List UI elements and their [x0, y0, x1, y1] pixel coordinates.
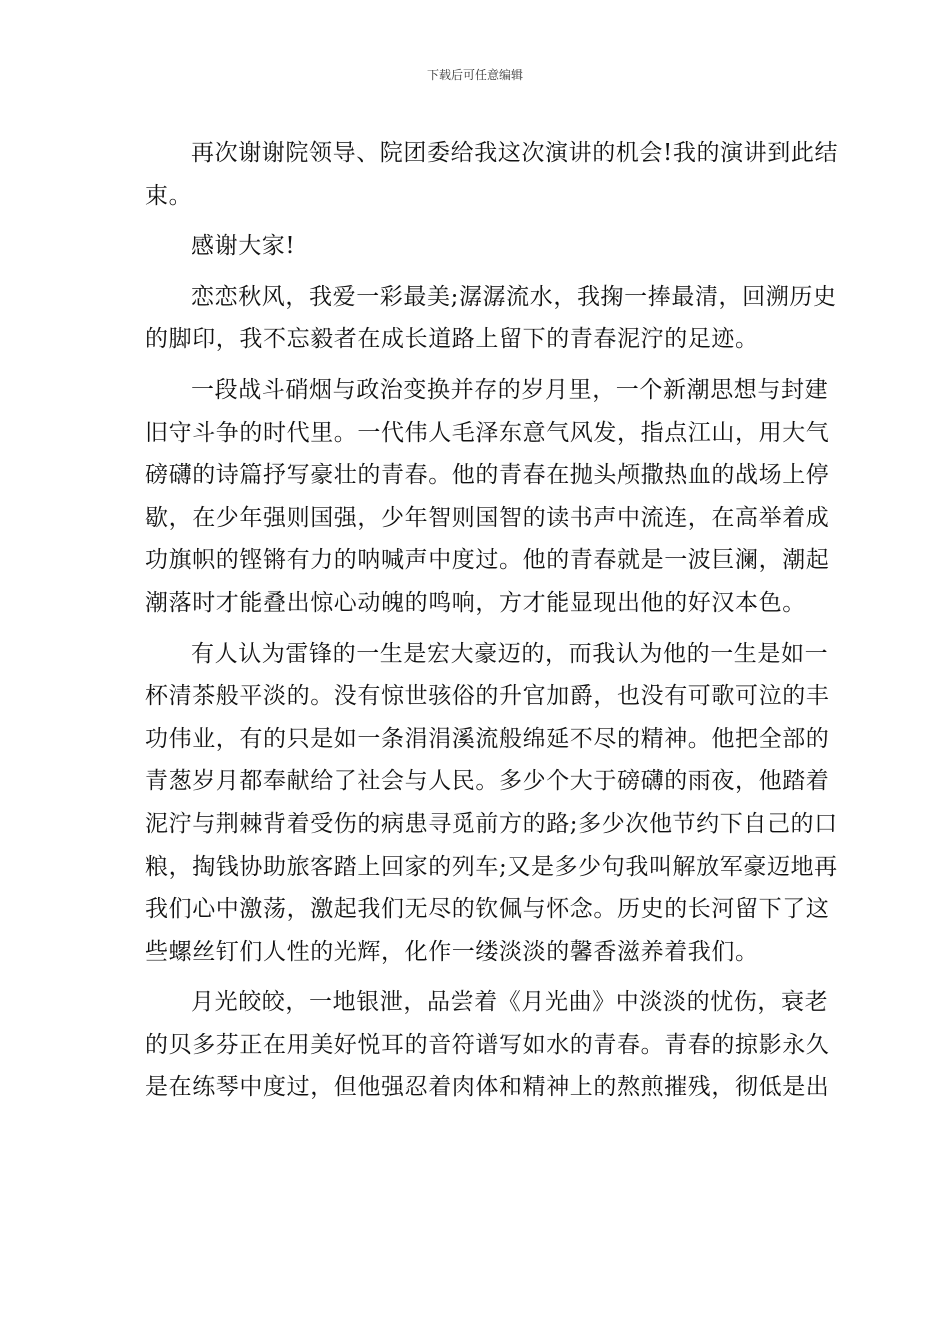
paragraph-line: 一段战斗硝烟与政治变换并存的岁月里，一个新潮思想与封建: [191, 376, 829, 403]
paragraph-line: 的脚印，我不忘毅者在成长道路上留下的青春泥泞的足迹。: [145, 326, 759, 353]
paragraph-line: 些螺丝钉们人性的光辉，化作一缕淡淡的馨香滋养着我们。: [145, 938, 759, 965]
paragraph-line: 束。: [145, 182, 193, 209]
paragraph-line: 旧守斗争的时代里。一代伟人毛泽东意气风发，指点江山，用大气: [145, 419, 830, 446]
paragraph-line: 是在练琴中度过，但他强忍着肉体和精神上的熬煎摧残，彻低是出: [145, 1074, 830, 1101]
paragraph-line: 功旗帜的铿锵有力的呐喊声中度过。他的青春就是一波巨澜，潮起: [145, 547, 830, 574]
paragraph-line: 感谢大家!: [191, 233, 296, 260]
paragraph-line: 潮落时才能叠出惊心动魄的鸣响，方才能显现出他的好汉本色。: [145, 589, 806, 616]
paragraph-line: 粮，掏钱协助旅客踏上回家的列车;又是多少句我叫解放军豪迈地再: [145, 853, 838, 880]
paragraph-line: 歇，在少年强则国强，少年智则国智的读书声中流连，在高举着成: [145, 504, 830, 531]
paragraph: [145, 225, 810, 268]
paragraph: [145, 132, 839, 217]
document-body: [145, 132, 839, 1117]
paragraph-line: 杯清茶般平淡的。没有惊世骇俗的升官加爵，也没有可歌可泣的丰: [145, 683, 830, 710]
paragraph-line: 有人认为雷锋的一生是宏大豪迈的，而我认为他的一生是如一: [191, 640, 829, 667]
paragraph-line: 我们心中激荡，激起我们无尽的钦佩与怀念。历史的长河留下了这: [145, 896, 830, 923]
paragraph: [145, 276, 837, 361]
paragraph-line: 再次谢谢院领导、院团委给我这次演讲的机会!我的演讲到此结: [191, 140, 839, 166]
paragraph-line: 磅礴的诗篇抒写豪壮的青春。他的青春在抛头颅撒热血的战场上停: [145, 462, 830, 489]
paragraph-line: 月光皎皎，一地银泄，品尝着《月光曲》中淡淡的忧伤，衰老: [191, 989, 829, 1016]
paragraph-line: 泥泞与荆棘背着受伤的病患寻觅前方的路;多少次他节约下自己的口: [145, 810, 838, 837]
paragraph-line: 青葱岁月都奉献给了社会与人民。多少个大于磅礴的雨夜，他踏着: [145, 768, 830, 795]
paragraph-line: 功伟业，有的只是如一条涓涓溪流般绵延不尽的精神。他把全部的: [145, 725, 830, 752]
page-header: 下载后可任意编辑: [426, 68, 523, 82]
paragraph-line: 恋恋秋风，我爱一彩最美;潺潺流水，我掬一捧最清，回溯历史: [191, 283, 837, 310]
paragraph: [145, 369, 830, 625]
paragraph: [145, 981, 830, 1109]
paragraph-line: 的贝多芬正在用美好悦耳的音符谱写如水的青春。青春的掠影永久: [145, 1031, 830, 1058]
paragraph: [145, 633, 838, 974]
